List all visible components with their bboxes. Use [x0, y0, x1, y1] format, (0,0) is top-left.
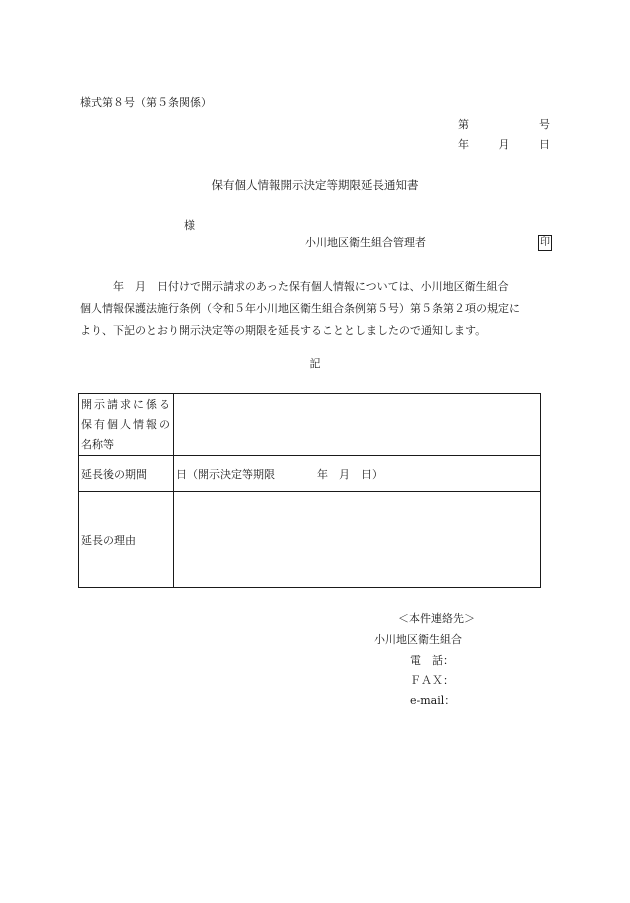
- extension-reason-label: 延長の理由: [79, 492, 174, 588]
- date-month: 月: [498, 138, 510, 151]
- body-paragraph: [80, 276, 554, 342]
- document-title: 保有個人情報開示決定等期限延長通知書: [211, 178, 419, 192]
- table-row: [79, 456, 541, 492]
- form-number: 様式第８号（第５条関係）: [80, 96, 212, 109]
- date-year: 年: [458, 138, 469, 151]
- sender-name: 小川地区衛生組合管理者: [305, 236, 426, 249]
- contact-heading: ＜本件連絡先＞: [398, 612, 475, 625]
- ki-heading: 記: [309, 357, 321, 370]
- body-line: 個人情報保護法施行条例（令和５年小川地区衛生組合条例第５号）第５条第２項の規定に: [80, 302, 520, 315]
- extension-reason-value: [174, 492, 541, 588]
- extended-period-value: [174, 456, 541, 492]
- body-line: より、下記のとおり開示決定等の期限を延長することとしましたので通知します。: [80, 324, 487, 337]
- contact-fax: ＦＡＸ：: [410, 674, 454, 687]
- addressee-suffix: 様: [184, 219, 195, 232]
- label-line: 名称等: [81, 437, 114, 451]
- extended-period-label: 延長後の期間: [79, 456, 174, 492]
- contact-organization: 小川地区衛生組合: [374, 633, 462, 646]
- date-day: 日: [539, 138, 550, 151]
- period-prefix: 日（開示決定等期限: [176, 467, 275, 481]
- info-name-value: [174, 394, 541, 456]
- document-number-suffix: 号: [539, 118, 550, 131]
- info-name-label: [79, 394, 174, 456]
- period-suffix: 年 月 日）: [317, 467, 383, 481]
- contact-phone: 電 話：: [410, 654, 454, 667]
- document-number-prefix: 第: [458, 118, 469, 131]
- table-row: [79, 492, 541, 588]
- contact-email: e-mail：: [410, 694, 456, 707]
- body-line: 年 月 日付けで開示請求のあった保有個人情報については、小川地区衛生組合: [80, 280, 509, 293]
- issue-date-line: [458, 138, 550, 152]
- details-table: [78, 393, 541, 588]
- document-number-line: [458, 118, 550, 132]
- seal-mark: 印: [538, 235, 552, 251]
- table-row: [79, 394, 541, 456]
- label-line: 保有個人情報の: [81, 417, 172, 431]
- label-line: 開示請求に係る: [81, 397, 172, 411]
